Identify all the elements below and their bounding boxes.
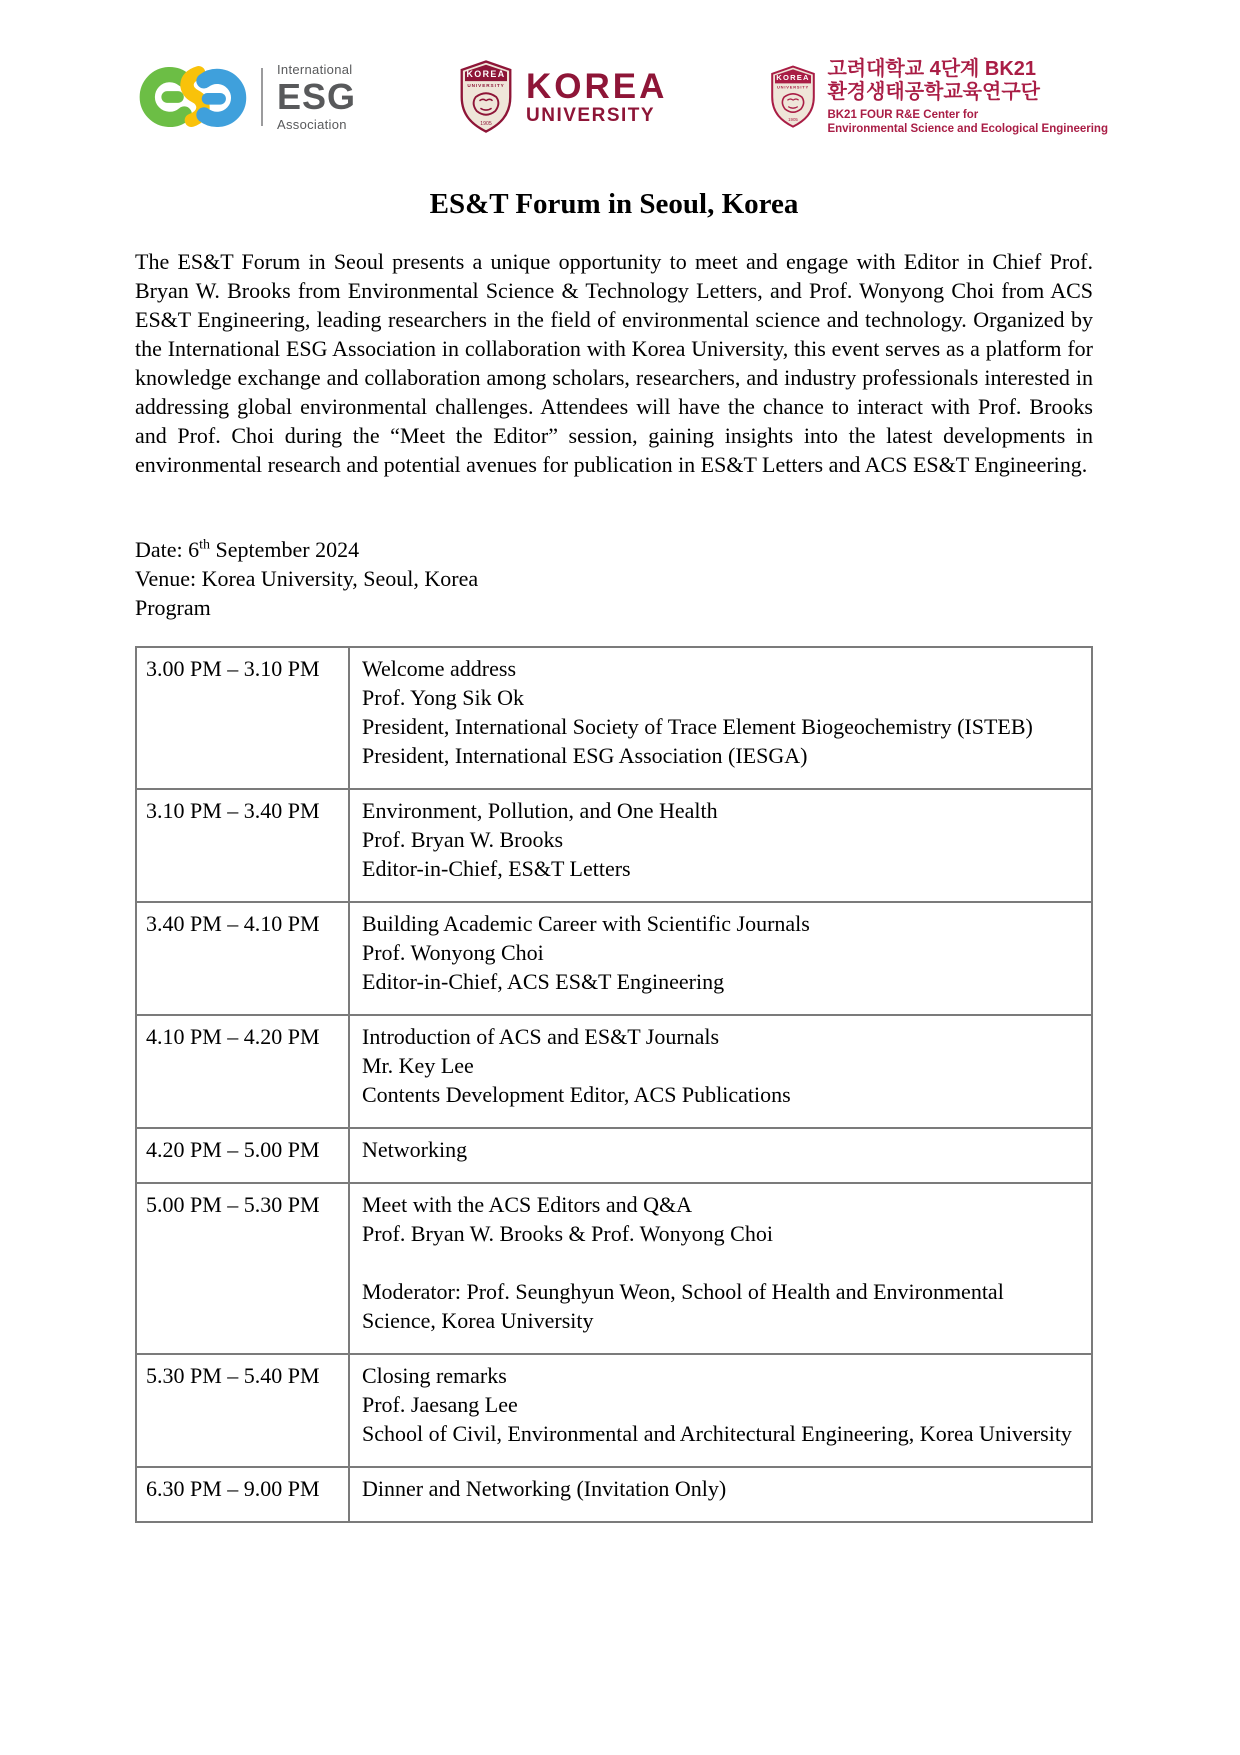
schedule-row bbox=[136, 1183, 1092, 1354]
schedule-row bbox=[136, 647, 1092, 789]
schedule-session-cell bbox=[349, 1015, 1092, 1128]
session-line: Editor-in-Chief, ES&T Letters bbox=[362, 856, 631, 881]
intro-paragraph: The ES&T Forum in Seoul presents a unique opportunity to meet and engage with Editor in Chief Prof. Bryan W. Brooks from Environmental Science & Technology Letters, and Prof. Wonyong Choi from ACS ES&T Engineering, leading researchers in the field of environmental science and technology. Organized by the International ESG Association in collaboration with Korea University, this event serves as a platform for knowledge exchange and collaboration among scholars, researchers, and industry professionals interested in addressing global environmental challenges. Attendees will have the chance to interact with Prof. Brooks and Prof. Choi during the “Meet the Editor” session, gaining insights into the latest developments in environmental research and potential avenues for publication in ES&T Letters and ACS ES&T Engineering. bbox=[135, 249, 1093, 477]
schedule-row bbox=[136, 902, 1092, 1015]
event-meta bbox=[135, 535, 1093, 622]
bk21-english-line1: BK21 FOUR R&E Center for bbox=[827, 108, 979, 121]
esg-association-logo bbox=[143, 56, 356, 138]
bk21-english-line2: Environmental Science and Ecological Engineering bbox=[827, 123, 1108, 135]
blank-line bbox=[362, 1248, 1079, 1277]
session-line: Prof. Wonyong Choi bbox=[362, 940, 544, 965]
svg-text:1905: 1905 bbox=[788, 117, 799, 122]
schedule-row bbox=[136, 789, 1092, 902]
logo-divider bbox=[261, 68, 263, 126]
session-line: Building Academic Career with Scientific Journals bbox=[362, 911, 810, 936]
schedule-session-cell bbox=[349, 789, 1092, 902]
schedule-time-cell: 3.10 PM – 3.40 PM bbox=[136, 789, 349, 902]
svg-text:UNIVERSITY: UNIVERSITY bbox=[467, 83, 505, 89]
esg-logo-main-label: ESG bbox=[277, 76, 357, 117]
bk21-shield-icon bbox=[769, 64, 817, 130]
schedule-session-cell bbox=[349, 1467, 1092, 1522]
svg-text:KOREA: KOREA bbox=[466, 68, 506, 79]
korea-university-shield-icon bbox=[458, 59, 514, 135]
korea-university-logo bbox=[458, 59, 667, 135]
svg-text:UNIVERSITY: UNIVERSITY bbox=[777, 84, 810, 90]
schedule-row bbox=[136, 1467, 1092, 1522]
program-schedule-table bbox=[135, 646, 1093, 1523]
document-content bbox=[0, 188, 1240, 1523]
ku-wordmark-line2: UNIVERSITY bbox=[526, 105, 656, 126]
bk21-korean-line2: 환경생태공학교육연구단 bbox=[827, 80, 1040, 103]
bk21-logo-text bbox=[827, 58, 1108, 137]
session-line: Moderator: Prof. Seunghyun Weon, School of Health and Environmental Science, Korea University bbox=[362, 1279, 1004, 1333]
event-date-line bbox=[135, 535, 1093, 564]
schedule-row bbox=[136, 1015, 1092, 1128]
session-line: Environment, Pollution, and One Health bbox=[362, 798, 718, 823]
bk21-korean-line1: 고려대학교 4단계 BK21 bbox=[827, 57, 1037, 80]
session-line: Prof. Jaesang Lee bbox=[362, 1392, 518, 1417]
session-line: Welcome address bbox=[362, 656, 516, 681]
session-line: School of Civil, Environmental and Architectural Engineering, Korea University bbox=[362, 1421, 1072, 1446]
event-venue-line: Venue: Korea University, Seoul, Korea bbox=[135, 566, 479, 591]
schedule-session-cell bbox=[349, 1354, 1092, 1467]
date-rest: September 2024 bbox=[210, 537, 360, 562]
program-label: Program bbox=[135, 595, 211, 620]
schedule-row bbox=[136, 1354, 1092, 1467]
ku-wordmark-line1: KOREA bbox=[526, 67, 668, 106]
session-line: President, International Society of Trace Element Biogeochemistry (ISTEB) bbox=[362, 714, 1033, 739]
date-prefix: Date: 6 bbox=[135, 537, 200, 562]
session-line: Meet with the ACS Editors and Q&A bbox=[362, 1192, 692, 1217]
session-line: Prof. Bryan W. Brooks & Prof. Wonyong Choi bbox=[362, 1221, 773, 1246]
session-line: Introduction of ACS and ES&T Journals bbox=[362, 1024, 720, 1049]
schedule-time-cell: 3.00 PM – 3.10 PM bbox=[136, 647, 349, 789]
svg-text:1905: 1905 bbox=[480, 121, 492, 127]
korea-university-wordmark bbox=[526, 69, 667, 125]
esg-logo-text bbox=[277, 63, 356, 131]
schedule-time-cell: 5.30 PM – 5.40 PM bbox=[136, 1354, 349, 1467]
esg-mark-icon bbox=[143, 56, 247, 138]
schedule-time-cell: 3.40 PM – 4.10 PM bbox=[136, 902, 349, 1015]
session-line: Dinner and Networking (Invitation Only) bbox=[362, 1476, 727, 1501]
bk21-center-logo bbox=[769, 58, 1108, 137]
date-ordinal-suffix: th bbox=[199, 537, 211, 553]
schedule-row bbox=[136, 1128, 1092, 1183]
svg-text:KOREA: KOREA bbox=[776, 72, 811, 82]
session-line: Closing remarks bbox=[362, 1363, 507, 1388]
esg-logo-bottom-label: Association bbox=[277, 117, 347, 132]
logo-header bbox=[0, 0, 1240, 142]
schedule-session-cell bbox=[349, 1128, 1092, 1183]
schedule-session-cell bbox=[349, 1183, 1092, 1354]
session-line: Contents Development Editor, ACS Publications bbox=[362, 1082, 791, 1107]
schedule-body bbox=[136, 647, 1092, 1522]
session-line: Editor-in-Chief, ACS ES&T Engineering bbox=[362, 969, 725, 994]
page-title: ES&T Forum in Seoul, Korea bbox=[429, 188, 799, 220]
esg-logo-top-label: International bbox=[277, 62, 353, 77]
schedule-time-cell: 4.20 PM – 5.00 PM bbox=[136, 1128, 349, 1183]
session-line: Prof. Yong Sik Ok bbox=[362, 685, 524, 710]
schedule-session-cell bbox=[349, 902, 1092, 1015]
session-line: Mr. Key Lee bbox=[362, 1053, 474, 1078]
schedule-session-cell bbox=[349, 647, 1092, 789]
schedule-time-cell: 5.00 PM – 5.30 PM bbox=[136, 1183, 349, 1354]
session-line: Prof. Bryan W. Brooks bbox=[362, 827, 564, 852]
session-line: Networking bbox=[362, 1137, 468, 1162]
schedule-time-cell: 6.30 PM – 9.00 PM bbox=[136, 1467, 349, 1522]
schedule-time-cell: 4.10 PM – 4.20 PM bbox=[136, 1015, 349, 1128]
session-line: President, International ESG Association (IESGA) bbox=[362, 743, 808, 768]
